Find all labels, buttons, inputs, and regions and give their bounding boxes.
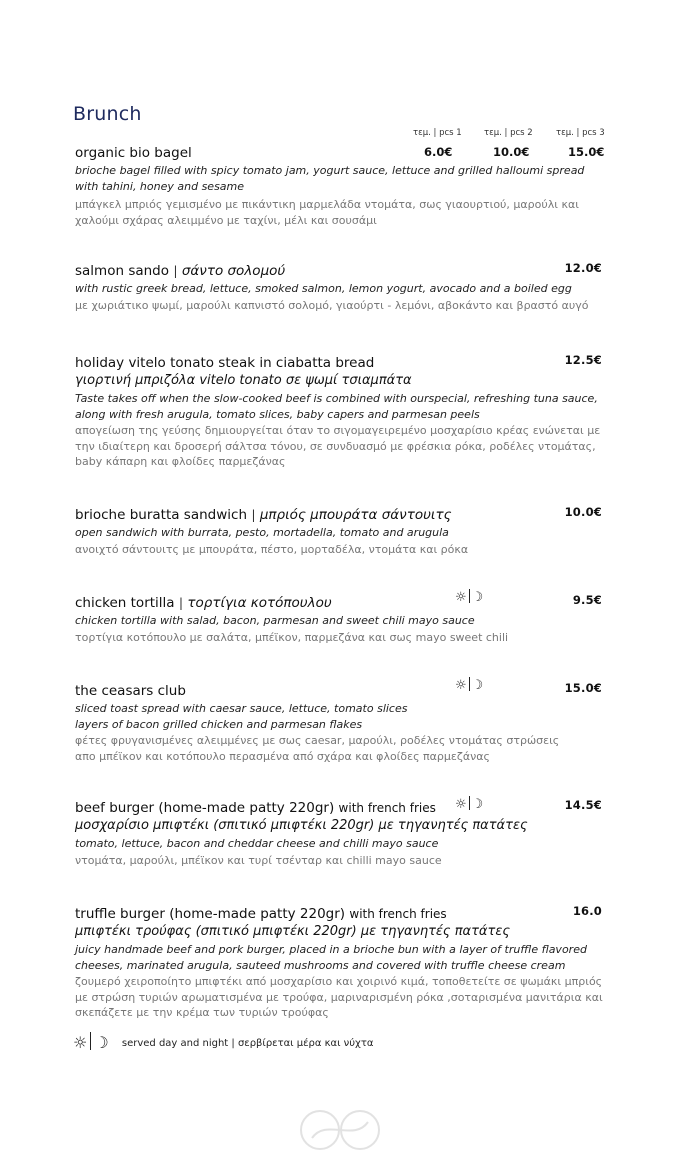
- item-description-en: tomato, lettuce, bacon and cheddar cheese and chilli mayo sauce: [75, 837, 439, 850]
- item-name-greek: σάντο σολομού: [181, 263, 286, 279]
- item-description-en: Taste takes off when the slow-cooked beef is combined with ourspecial, refreshing tuna sauce, along with fresh arugula, tomato slices, baby capers and parmesan peels: [75, 392, 598, 421]
- menu-item-buratta-sandwich: brioche buratta sandwich | μπριός μπουράτα σάντουιτς 10.0€ open sandwich with burrata, pesto, mortadella, tomato and arugula ανοιχτό σάντουιτς με μπουράτα, πέστο, μορταδέλα, ντομάτα και ρόκα: [75, 504, 605, 557]
- menu-item-truffle-burger: [75, 903, 605, 1021]
- day-night-icons: [455, 589, 483, 605]
- item-description-en: with rustic greek bread, lettuce, smoked salmon, lemon yogurt, avocado and a boiled egg: [75, 282, 572, 295]
- legend-text: served day and night | σερβίρεται μέρα και νύχτα: [121, 1038, 374, 1049]
- item-name: beef burger (home-made patty 220gr): [75, 800, 335, 816]
- sun-icon: ☼: [455, 590, 467, 605]
- item-name: organic bio bagel: [75, 145, 192, 161]
- item-description-gr: απογείωση της γεύσης δημιουργείται όταν το σιγομαγειρεμένο μοσχαρίσιο κρέας ενώνεται με την ιδιαίτερη και δροσερή σάλτσα τόνου, σε συνδυασμό με φρέσκια ρόκα, ροδέλες ντομάτας, baby κάπαρη και φλοίδες παρμεζάνας: [75, 424, 601, 468]
- item-name-greek: μοσχαρίσιο μπιφτέκι (σπιτικό μπιφτέκι 220gr) με τηγανητές πατάτες: [75, 818, 528, 833]
- item-description-en: sliced toast spread with caesar sauce, lettuce, tomato slices layers of bacon grilled chicken and parmesan flakes: [75, 702, 408, 731]
- item-description-gr: ζουμερό χειροποίητο μπιφτέκι από μοσχαρίσιο και χοιρινό κιμά, τοποθετείτε σε ψωμάκι μπριός με στρώση τυριών αρωματισμένα με τρούφα, μαριναρισμένη ρόκα ,σοταρισμένα μανιτάρια και σκεπάζετε με την κρέμα των τυριών τρούφας: [75, 975, 603, 1019]
- item-name: the ceasars club: [75, 683, 186, 699]
- day-night-icons: [455, 677, 483, 693]
- item-name: holiday vitelo tonato steak in ciabatta bread: [75, 355, 375, 371]
- item-price: 15.0€: [564, 681, 602, 695]
- brand-logo-icon: [298, 1108, 382, 1152]
- sun-icon: ☼: [73, 1033, 88, 1052]
- item-description-gr: ανοιχτό σάντουιτς με μπουράτα, πέστο, μορταδέλα, ντομάτα και ρόκα: [75, 542, 469, 556]
- moon-icon: ☽: [94, 1033, 109, 1052]
- menu-item-ceasars-club: [75, 680, 605, 764]
- price-pcs-3: 15.0€: [568, 145, 605, 159]
- item-price: 14.5€: [564, 798, 602, 812]
- item-price: 16.0: [572, 904, 602, 918]
- item-price: 12.5€: [564, 353, 602, 367]
- moon-icon: ☽: [471, 590, 484, 605]
- item-price: 10.0€: [564, 505, 602, 519]
- sun-icon: ☼: [455, 797, 467, 812]
- pcs-header-3: τεμ. | pcs 3: [556, 128, 605, 138]
- day-night-legend: [73, 1032, 373, 1052]
- item-name-greek: μπριός μπουράτα σάντουιτς: [259, 507, 452, 523]
- item-description-gr: ντομάτα, μαρούλι, μπέϊκον και τυρί τσένταρ και chilli mayo sauce: [75, 853, 442, 867]
- price-pcs-2: 10.0€: [493, 145, 530, 159]
- pcs-header-2: τεμ. | pcs 2: [484, 128, 533, 138]
- item-description-en: chicken tortilla with salad, bacon, parmesan and sweet chili mayo sauce: [75, 614, 475, 627]
- item-description-en: brioche bagel filled with spicy tomato jam, yogurt sauce, lettuce and grilled halloumi spread with tahini, honey and sesame: [75, 164, 585, 193]
- item-name: truffle burger (home-made patty 220gr): [75, 906, 346, 922]
- item-name: brioche buratta sandwich: [75, 507, 248, 523]
- item-name-greek: μπιφτέκι τρούφας (σπιτικό μπιφτέκι 220gr) με τηγανητές πατάτες: [75, 924, 510, 939]
- item-price: 9.5€: [572, 593, 602, 607]
- item-name-extra: with french fries: [349, 907, 447, 921]
- item-description-en: juicy handmade beef and pork burger, placed in a brioche bun with a layer of truffle flavored cheeses, marinated arugula, sauteed mushrooms and covered with truffle cheese cream: [75, 943, 587, 972]
- item-price: 12.0€: [564, 261, 602, 275]
- item-name: chicken tortilla: [75, 595, 175, 611]
- section-title: Brunch: [73, 103, 142, 125]
- menu-item-beef-burger: [75, 797, 605, 868]
- item-name-greek: γιορτινή μπριζόλα vitelo tonato σε ψωμί τσιαμπάτα: [75, 373, 412, 388]
- item-description-gr: τορτίγια κοτόπουλο με σαλάτα, μπέϊκον, παρμεζάνα και σως mayo sweet chili: [75, 630, 509, 644]
- item-description-gr: με χωριάτικο ψωμί, μαρούλι καπνιστό σολομό, γιαούρτι - λεμόνι, αβοκάντο και βραστό αυγό: [75, 298, 589, 312]
- item-name: salmon sando: [75, 263, 170, 279]
- item-name-extra: with french fries: [338, 801, 436, 815]
- menu-item-chicken-tortilla: chicken tortilla | τορτίγια κοτόπουλου 9.5€ chicken tortilla with salad, bacon, parmesan and sweet chili mayo sauce τορτίγια κοτόπουλο με σαλάτα, μπέϊκον, παρμεζάνα και σως mayo sweet chili: [75, 592, 605, 645]
- item-name-greek: τορτίγια κοτόπουλου: [187, 595, 332, 611]
- item-description-gr: μπάγκελ μπριός γεμισμένο με πικάντικη μαρμελάδα ντομάτα, σως γιαουρτιού, μαρούλι και χαλούμι σχάρας αλειμμένο με ταχίνι, μέλι και σουσάμι: [75, 198, 579, 227]
- item-description-gr: φέτες φρυγανισμένες αλειμμένες με σως caesar, μαρούλι, ροδέλες ντομάτας στρώσεις απο μπέϊκον και κοτόπουλο περασμένα από σχάρα και φλοίδες παρμεζάνας: [75, 734, 560, 763]
- item-description-en: open sandwich with burrata, pesto, mortadella, tomato and arugula: [75, 526, 449, 539]
- menu-item-salmon-sando: salmon sando | σάντο σολομού 12.0€ with rustic greek bread, lettuce, smoked salmon, lemon yogurt, avocado and a boiled egg με χωριάτικο ψωμί, μαρούλι καπνιστό σολομό, γιαούρτι - λεμόνι, αβοκάντο και βραστό αυγό: [75, 260, 605, 313]
- moon-icon: ☽: [471, 797, 484, 812]
- pcs-header-1: τεμ. | pcs 1: [413, 128, 462, 138]
- price-pcs-1: 6.0€: [424, 145, 453, 159]
- menu-item-vitelo-tonato: [75, 352, 605, 470]
- moon-icon: ☽: [471, 678, 484, 693]
- sun-icon: ☼: [455, 678, 467, 693]
- day-night-icons: [455, 796, 483, 812]
